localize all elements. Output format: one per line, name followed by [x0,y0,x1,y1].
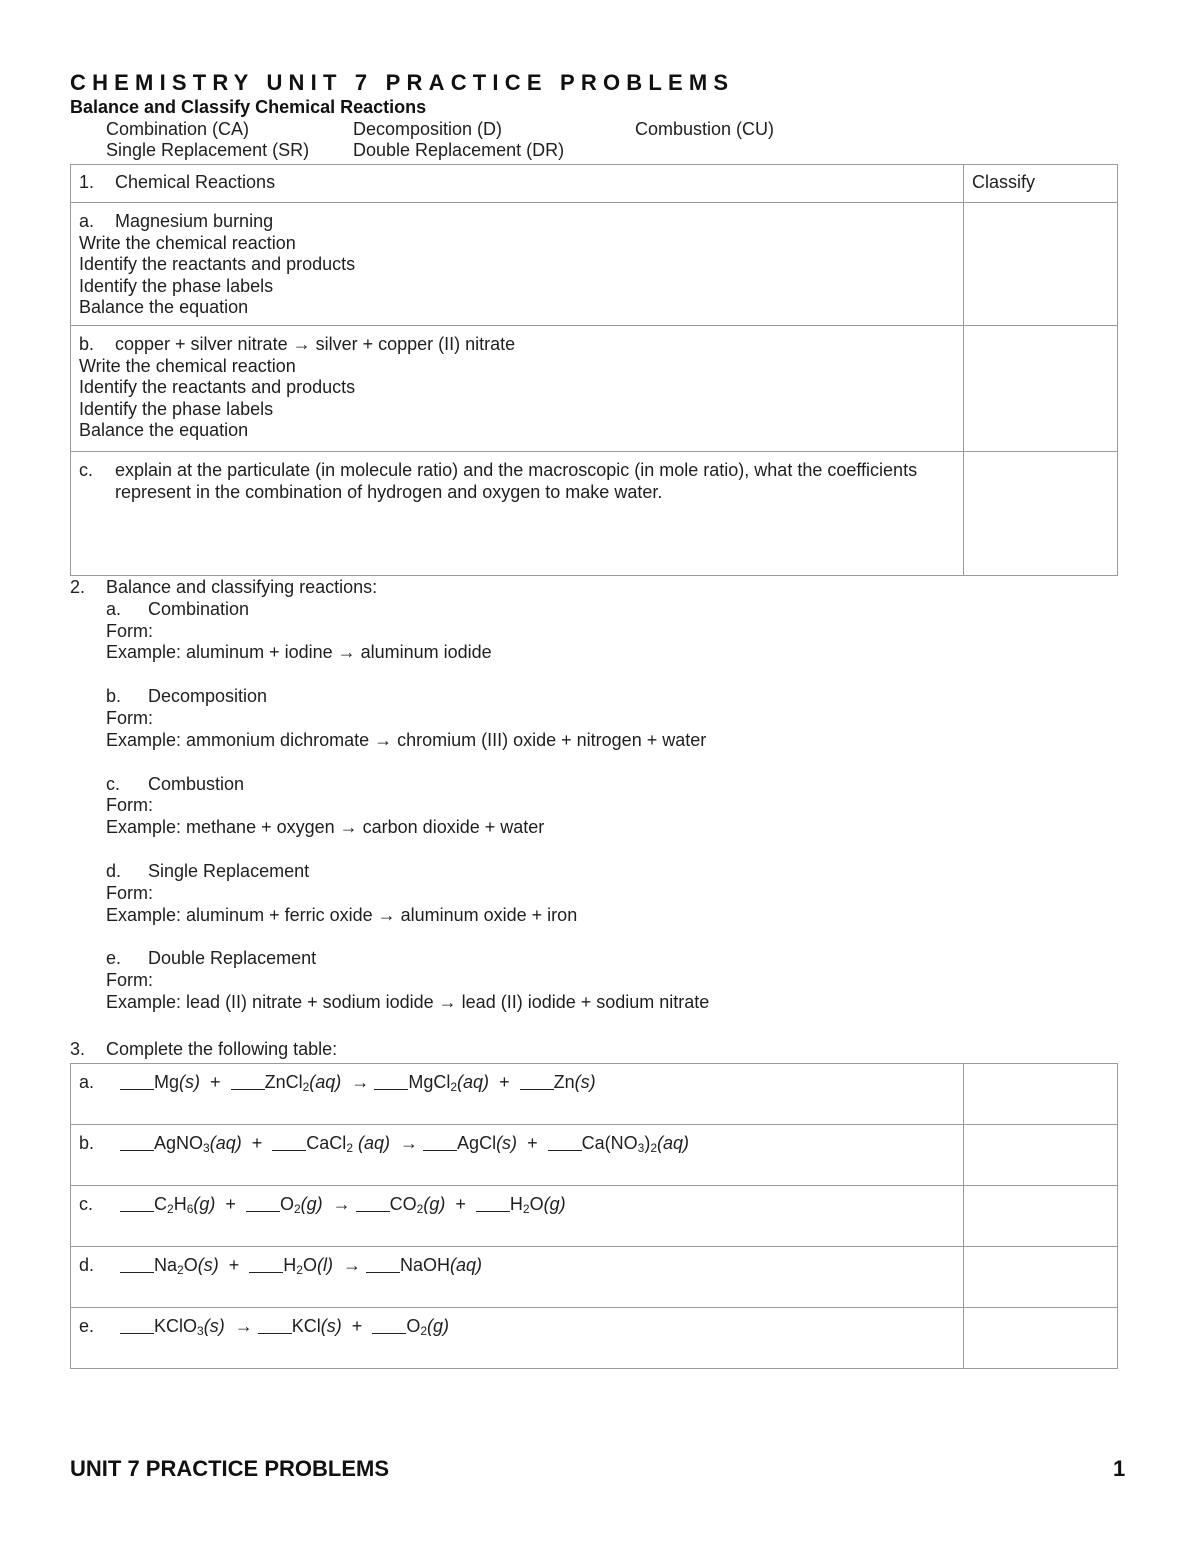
coefficient-blank[interactable] [246,1197,280,1212]
reactions-table [70,164,1118,576]
example-text: Example: methane + oxygen → carbon dioxide + water [106,817,545,838]
coefficient-blank[interactable] [520,1075,554,1090]
classification-combination: Combination (CA) [106,119,250,139]
coefficient-blank[interactable] [356,1197,390,1212]
example-text: Example: aluminum + iodine → aluminum iodide [106,642,492,663]
instruction-line: Identify the reactants and products [79,254,356,274]
coefficient-blank[interactable] [120,1319,154,1334]
form-label: Form: [106,795,153,816]
table-row [71,1064,1118,1125]
table-row [71,1186,1118,1247]
example-text: Example: ammonium dichromate → chromium (III) oxide + nitrogen + water [106,729,707,750]
coefficient-blank[interactable] [120,1075,154,1090]
classify-answer-cell[interactable] [964,1247,1118,1308]
coefficient-blank[interactable] [366,1258,400,1273]
reaction-c-cell: c. explain at the particulate (in molecule ratio) and the macroscopic (in mole ratio), what the coefficients represent in the combination of hydrogen and oxygen to make water. [71,452,964,576]
reaction-type-double-replacement: e. Double Replacement Form: Example: lead (II) nitrate + sodium iodide → lead (II) iodide + sodium nitrate [70,948,1070,1013]
table-row [71,203,1118,326]
instruction-line: Identify the phase labels [79,398,274,419]
section-2-heading: Balance and classifying reactions: [106,577,378,597]
coefficient-blank[interactable] [272,1136,306,1151]
instruction-line: Write the chemical reaction [79,355,296,376]
coefficient-blank[interactable] [372,1319,406,1334]
classification-combustion: Combustion (CU) [635,119,775,139]
classification-double-replacement: Double Replacement (DR) [353,140,565,160]
table-row [71,1308,1118,1369]
reaction-a-cell: a. Magnesium burning Write the chemical reaction Identify the reactants and products Identify the phase labels Balance the equation [71,203,964,326]
instruction-line: Balance the equation [79,420,249,440]
section-3-heading: Complete the following table: [106,1039,338,1059]
form-label: Form: [106,620,153,641]
coefficient-blank[interactable] [423,1136,457,1151]
form-label: Form: [106,882,153,903]
example-text: Example: lead (II) nitrate + sodium iodide → lead (II) iodide + sodium nitrate [106,991,710,1012]
coefficient-blank[interactable] [231,1075,265,1090]
table-row [71,326,1118,452]
classify-answer-cell[interactable] [964,326,1118,452]
example-text: Example: aluminum + ferric oxide → aluminum oxide + iron [106,904,578,925]
coefficient-blank[interactable] [120,1258,154,1273]
reaction-a-title: Magnesium burning [115,211,274,231]
reaction-b-title: copper + silver nitrate → silver + copper (II) nitrate [115,334,516,354]
coefficient-blank[interactable] [249,1258,283,1273]
table-header-row [71,165,1118,203]
header-chemical-reactions: 1. Chemical Reactions [71,165,964,203]
classify-answer-cell[interactable] [964,1308,1118,1369]
instruction-line: Write the chemical reaction [79,232,296,253]
equation-d: d. $Na_2O(s) + H_2O(l)$ → NaOH(aq) [71,1247,964,1308]
equations-table [70,1063,1118,1369]
reaction-type-decomposition: b. Decomposition Form: Example: ammonium dichromate → chromium (III) oxide + nitrogen + water [70,686,1070,773]
classify-answer-cell[interactable] [964,1064,1118,1125]
section-3-heading-line: 3. Complete the following table: [70,1039,338,1059]
reaction-type-combination: a. Combination Form: Example: aluminum + iodine → aluminum iodide [70,599,1070,686]
classification-single-replacement: Single Replacement (SR) [106,140,310,160]
form-label: Form: [106,707,153,728]
reaction-b-cell: b. copper + silver nitrate → silver + copper (II) nitrate Write the chemical reaction Identify the reactants and products Identify the phase labels Balance the equation [71,326,964,452]
page-title: CHEMISTRY UNIT 7 PRACTICE PROBLEMS [70,70,735,95]
form-label: Form: [106,970,153,991]
classify-answer-cell[interactable] [964,203,1118,326]
classify-answer-cell[interactable] [964,1186,1118,1247]
coefficient-blank[interactable] [120,1197,154,1212]
reaction-c-text: explain at the particulate (in molecule ratio) and the macroscopic (in mole ratio), what the coefficients represent in the combination of hydrogen and oxygen to make water. [115,460,918,502]
coefficient-blank[interactable] [548,1136,582,1151]
coefficient-blank[interactable] [258,1319,292,1334]
page-subtitle: Balance and Classify Chemical Reactions [70,97,427,117]
coefficient-blank[interactable] [476,1197,510,1212]
classification-decomposition: Decomposition (D) [353,119,503,139]
instruction-line: Balance the equation [79,297,249,317]
section-2: 2. Balance and classifying reactions: a. Combination Form: Example: aluminum + iodine → aluminum iodide b. Decomposition Form: Example: ammonium dichromate → chromium (III) oxide + nitrogen + water c. Combustion Form: Example: methane + oxygen → carbon dioxide + water d. Single Replacement Form: Example: aluminum + ferric oxide → aluminum oxide + iron e. Double Replacement Form: Example: lead (II) nitrate + sodium iodide → lead (II) iodide + sodium nitrate [70,577,1070,1014]
instruction-line: Identify the phase labels [79,275,274,296]
reaction-type-single-replacement: d. Single Replacement Form: Example: aluminum + ferric oxide → aluminum oxide + iron [70,861,1070,948]
equation-c: c. $C_2H_6(g) + O_2(g) \to CO_2(g) + H_2O(g)$ [71,1186,964,1247]
reaction-type-combustion: c. Combustion Form: Example: methane + oxygen → carbon dioxide + water [70,774,1070,861]
table-row [71,1125,1118,1186]
instruction-line: Identify the reactants and products [79,377,356,397]
header-classify: Classify [964,165,1118,203]
classify-answer-cell[interactable] [964,1125,1118,1186]
equation-e: e. KClO$_3$(s) → $KCl(s) + O_2(g)$ [71,1308,964,1369]
footer-title: UNIT 7 PRACTICE PROBLEMS [70,1456,390,1481]
equation-a: a. Mg(s) + ZnCl$_2$(aq) → MgCl$_2$(aq) + Zn(s) [71,1064,964,1125]
equation-b: b. AgNO$_3$(aq) + CaCl$_2$ (aq) → AgCl(s) + $Ca(NO_3)_2(aq)$ [71,1125,964,1186]
table-row [71,452,1118,576]
coefficient-blank[interactable] [120,1136,154,1151]
classify-answer-cell[interactable] [964,452,1118,576]
page-number: 1 [1113,1456,1126,1481]
table-row [71,1247,1118,1308]
coefficient-blank[interactable] [374,1075,408,1090]
